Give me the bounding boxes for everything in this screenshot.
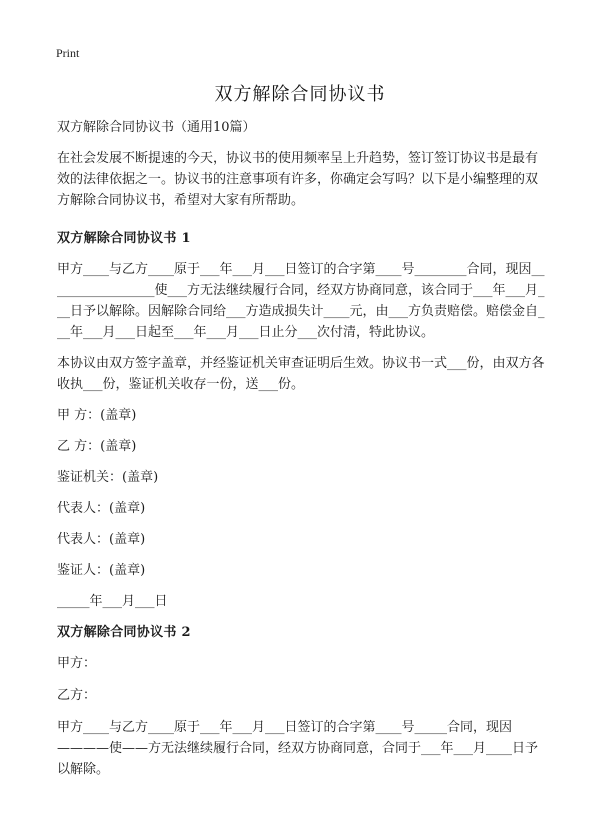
signature-party-a: 甲 方：(盖章) (57, 408, 137, 423)
document-body (57, 117, 547, 790)
signature-witness: 鉴证人：(盖章) (57, 563, 146, 578)
section-2-party-b: 乙方： (57, 688, 97, 703)
document-title: 双方解除合同协议书 (214, 84, 386, 105)
section-2-paragraph-1: 甲方____与乙方____原于___年___月___日签订的合字第____号_____合同，现因————使——方无法继续履行合同，经双方协商同意，合同于___年___月____日予以解除。 (57, 720, 539, 777)
section-2-heading: 双方解除合同协议书 2 (57, 625, 191, 640)
section-1-paragraph-1: 甲方____与乙方____原于___年___月___日签订的合字第____号________合同，现因_________________使___方无法继续履行合同，经双方协商同意，该合同于___年___月___日予以解除。因解除合同给___方造成损失计____元，由___方负责赔偿。赔偿金自___年___月___日起至___年___月___日止分___次付清，特此协议。 (57, 262, 545, 340)
print-link[interactable]: Print (56, 46, 80, 60)
signature-authority: 鉴证机关：(盖章) (57, 470, 159, 485)
signature-party-b: 乙 方：(盖章) (57, 439, 137, 454)
signature-representative-2: 代表人：(盖章) (57, 532, 146, 547)
document-subtitle: 双方解除合同协议书（通用10篇） (57, 120, 256, 135)
intro-paragraph: 在社会发展不断提速的今天，协议书的使用频率呈上升趋势，签订签订协议书是最有效的法律依据之一。协议书的注意事项有许多，你确定会写吗？以下是小编整理的双方解除合同协议书，希望对大家有所帮助。 (57, 151, 539, 208)
section-1-paragraph-2: 本协议由双方签字盖章，并经鉴证机关审查证明后生效。协议书一式___份，由双方各收执___份，鉴证机关收存一份，送___份。 (57, 356, 545, 392)
section-2-party-a: 甲方： (57, 656, 97, 671)
signature-date: _____年___月___日 (57, 594, 168, 609)
section-1-heading: 双方解除合同协议书 1 (57, 231, 191, 246)
signature-representative-1: 代表人：(盖章) (57, 501, 146, 516)
